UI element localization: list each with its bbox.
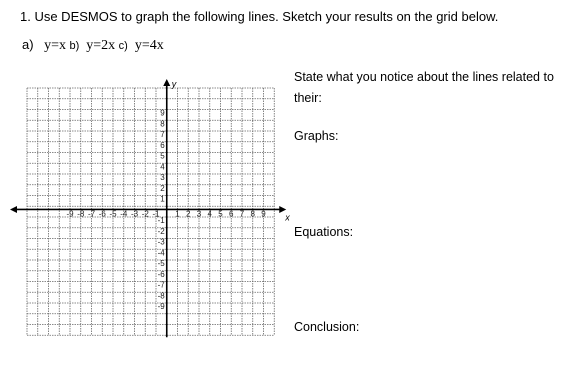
part-b-equation: y=2x (86, 38, 116, 53)
x-tick-label: -8 (77, 209, 85, 219)
x-tick-label: -6 (98, 209, 106, 219)
part-c-label: c) (118, 40, 128, 52)
x-axis-label: x (285, 212, 290, 223)
y-tick-label: 2 (160, 183, 165, 193)
y-tick-label: 4 (160, 162, 165, 172)
y-tick-label: 8 (160, 119, 165, 129)
part-a-equation: y=x (44, 38, 66, 53)
x-tick-label: 1 (175, 209, 180, 219)
part-c-equation: y=4x (134, 38, 164, 53)
x-tick-label: 5 (218, 209, 223, 219)
x-tick-label: 6 (229, 209, 234, 219)
y-tick-label: -4 (157, 248, 165, 258)
y-axis-arrow-up (163, 79, 170, 86)
graphs-label: Graphs: (294, 129, 339, 143)
x-tick-label: -4 (120, 209, 128, 219)
x-tick-label: -7 (87, 209, 96, 219)
x-tick-label: 9 (261, 209, 266, 219)
instruction-text: 1. Use DESMOS to graph the following lines. Sketch your results on the grid below. (20, 9, 499, 24)
y-axis-label: y (171, 79, 177, 89)
x-tick-label: -3 (130, 209, 139, 219)
x-tick-label: -9 (66, 209, 74, 219)
part-a-label: a) (22, 37, 34, 52)
x-tick-label: 3 (196, 209, 202, 219)
y-tick-label: 9 (160, 108, 165, 118)
notice-prompt: State what you notice about the lines related to their: (294, 70, 554, 105)
y-tick-label: -1 (157, 216, 165, 226)
y-tick-label: 5 (160, 151, 165, 161)
x-tick-label: -2 (141, 209, 149, 219)
y-tick-label: 3 (160, 173, 165, 183)
x-tick-label: 8 (250, 209, 255, 219)
y-tick-label: -2 (157, 226, 165, 236)
y-tick-label: 7 (160, 130, 165, 140)
x-tick-label: 4 (207, 209, 212, 219)
y-tick-label: -8 (157, 291, 165, 301)
x-tick-label: 2 (186, 209, 191, 219)
x-tick-label: -5 (109, 209, 117, 219)
y-tick-label: -3 (157, 237, 165, 247)
y-tick-label: -6 (157, 269, 165, 279)
x-tick-label: -1 (152, 209, 160, 219)
equations-label: Equations: (294, 225, 354, 239)
y-tick-label: -9 (157, 302, 165, 312)
part-b-label: b) (69, 40, 80, 52)
y-tick-label: 6 (160, 140, 165, 150)
y-tick-label: -5 (157, 259, 165, 269)
y-tick-label: -7 (157, 280, 165, 290)
x-axis-arrow-left (10, 206, 17, 213)
x-tick-label: 7 (239, 209, 245, 219)
y-tick-label: 1 (160, 194, 165, 204)
conclusion-label: Conclusion: (294, 320, 360, 334)
